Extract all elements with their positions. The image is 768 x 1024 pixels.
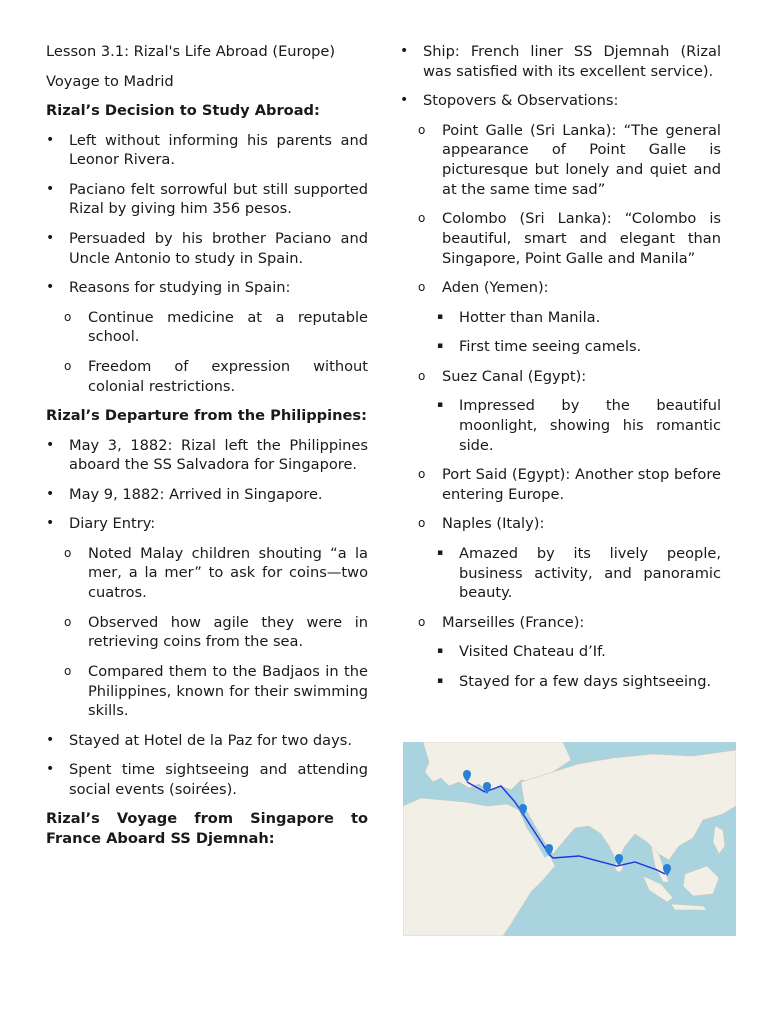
circle-bullet-icon: o — [418, 280, 426, 295]
circle-bullet-icon: o — [418, 122, 426, 137]
square-bullet-icon: ▪ — [437, 547, 444, 558]
right-column — [400, 42, 721, 701]
bullet-icon: • — [46, 515, 55, 532]
circle-bullet-icon: o — [418, 614, 426, 629]
list-item: • Left without informing his parents and Leonor Rivera. — [46, 131, 368, 169]
sub-list-item: o Continue medicine at a reputable school. — [64, 308, 368, 346]
sub-list-item: o Colombo (Sri Lanka): “Colombo is beautiful, smart and elegant than Singapore, Point Galle and Manila” — [418, 210, 721, 267]
sub-list-item: o Compared them to the Badjaos in the Philippines, known for their swimming skills. — [64, 662, 368, 720]
square-bullet-icon: ▪ — [437, 675, 444, 686]
list-item: • Stopovers & Observations: — [400, 92, 619, 110]
circle-bullet-icon: o — [418, 516, 426, 531]
bullet-icon: • — [400, 43, 409, 59]
list-item: • Diary Entry: — [46, 515, 156, 533]
square-bullet-icon: ▪ — [437, 311, 444, 322]
sub-sub-list-item: ▪ Hotter than Manila. — [437, 308, 601, 326]
bullet-icon: • — [46, 180, 55, 197]
map-graphic — [403, 742, 736, 936]
sub-list-item: o Suez Canal (Egypt): — [418, 367, 587, 385]
bullet-icon: • — [46, 229, 55, 246]
sub-sub-list-item: ▪ Visited Chateau d’If. — [437, 643, 606, 661]
sub-sub-list-item: ▪ Amazed by its lively people, business activity, and panoramic beauty. — [437, 544, 721, 602]
bullet-icon: • — [46, 731, 55, 748]
lesson-subtitle: Voyage to Madrid — [46, 72, 174, 90]
circle-bullet-icon: o — [64, 358, 72, 373]
list-item: • Stayed at Hotel de la Paz for two days. — [46, 731, 352, 749]
circle-bullet-icon: o — [418, 368, 426, 383]
bullet-icon: • — [400, 92, 409, 109]
lesson-title: Lesson 3.1: Rizal's Life Abroad (Europe) — [46, 43, 336, 60]
voyage-route-map — [403, 742, 736, 936]
list-item: • Persuaded by his brother Paciano and Uncle Antonio to study in Spain. — [46, 229, 368, 267]
square-bullet-icon: ▪ — [437, 400, 444, 411]
section-heading-voyage: Rizal’s Voyage from Singapore to France Aboard SS Djemnah: — [46, 810, 368, 848]
list-item: • Ship: French liner SS Djemnah (Rizal was satisfied with its excellent service). — [400, 43, 721, 80]
bullet-icon: • — [46, 279, 55, 296]
circle-bullet-icon: o — [418, 467, 426, 482]
bullet-icon: • — [46, 761, 55, 778]
circle-bullet-icon: o — [418, 211, 426, 226]
sub-sub-list-item: ▪ First time seeing camels. — [437, 338, 642, 356]
square-bullet-icon: ▪ — [437, 341, 444, 352]
list-item: • Paciano felt sorrowful but still supported Rizal by giving him 356 pesos. — [46, 180, 368, 218]
sub-list-item: o Marseilles (France): — [418, 613, 585, 631]
left-column — [46, 42, 368, 859]
sub-list-item: o Aden (Yemen): — [418, 279, 549, 297]
list-item: • May 3, 1882: Rizal left the Philippines aboard the SS Salvadora for Singapore. — [46, 436, 368, 474]
sub-list-item: o Port Said (Egypt): Another stop before entering Europe. — [418, 466, 721, 503]
sub-list-item: o Noted Malay children shouting “a la mer, a la mer” to ask for coins—two cuatros. — [64, 544, 368, 602]
sub-sub-list-item: ▪ Stayed for a few days sightseeing. — [437, 672, 712, 690]
section-heading-departure: Rizal’s Departure from the Philippines: — [46, 407, 367, 425]
sub-list-item: o Observed how agile they were in retrieving coins from the sea. — [64, 613, 368, 651]
circle-bullet-icon: o — [64, 545, 72, 560]
circle-bullet-icon: o — [64, 614, 72, 629]
bullet-icon: • — [46, 131, 55, 148]
list-item: • Reasons for studying in Spain: — [46, 279, 291, 297]
list-item: • Spent time sightseeing and attending social events (soirées). — [46, 761, 368, 798]
bullet-icon: • — [46, 485, 55, 502]
sub-sub-list-item: ▪ Impressed by the beautiful moonlight, showing his romantic side. — [437, 397, 721, 454]
sub-list-item: o Naples (Italy): — [418, 515, 545, 533]
sub-list-item: o Point Galle (Sri Lanka): “The general appearance of Point Galle is picturesque but lonely and quiet and at the same time sad” — [418, 121, 721, 198]
sub-list-item: o Freedom of expression without colonial restrictions. — [64, 357, 368, 395]
list-item: • May 9, 1882: Arrived in Singapore. — [46, 485, 323, 503]
section-heading-decision: Rizal’s Decision to Study Abroad: — [46, 102, 320, 119]
bullet-icon: • — [46, 436, 55, 453]
circle-bullet-icon: o — [64, 663, 72, 678]
circle-bullet-icon: o — [64, 309, 72, 324]
square-bullet-icon: ▪ — [437, 646, 444, 657]
